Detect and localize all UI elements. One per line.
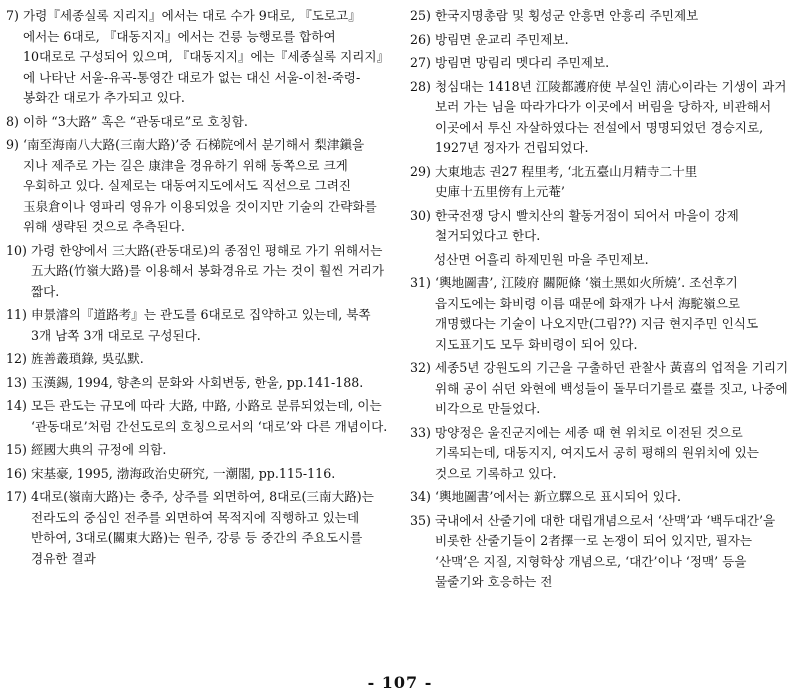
footnote-number: 15): [6, 442, 31, 457]
footnote-text: 玉漢錫, 1994, 향촌의 문화와 사회변동, 한울, pp.141-188.: [30, 374, 364, 390]
footnote-text: 가령『세종실록 지리지』에서는 대로 수가 9대로, 『도로고』에서는 6대로, 『대동지지』에서는 건릉 능행로를 합하여 10대로로 구성되어 있으며, 『대동지지』에는『세종실록 지리지』에 나타난 서울-유곡-통영간 대로가 없는 대신 서울-이천-죽령-봉화간 대로가 추가되고 있다.: [22, 8, 383, 105]
footnote-text: 방림면 운교리 주민제보.: [434, 31, 569, 47]
left-column: [6, 6, 388, 572]
footnote-number: 9): [6, 137, 23, 152]
footnote: [6, 349, 388, 370]
footnote-number: 32): [410, 360, 435, 375]
footnote: [6, 241, 388, 303]
footnote-text: 이하 “3大路” 혹은 “관동대로”로 호칭함.: [22, 113, 248, 129]
footnote-number: 17): [6, 489, 31, 504]
footnote: [6, 6, 388, 109]
footnote-text: 방림면 망림리 멧다리 주민제보.: [434, 55, 610, 70]
footnote-number: 8): [6, 113, 23, 129]
footnote-number: 10): [6, 242, 31, 258]
footnote-text: 가령 한양에서 三大路(관동대로)의 종점인 평해로 가기 위해서는 五大路(竹嶺大路)를 이용해서 봉화경유로 가는 것이 훨씬 거리가 짧다.: [30, 242, 385, 299]
footnote: [6, 305, 388, 346]
footnote-number: 30): [410, 207, 435, 223]
footnote-text: 한국전쟁 당시 빨치산의 활동거점이 되어서 마을이 강제 철거되었다고 한다.: [434, 207, 739, 243]
footnote: [410, 30, 794, 51]
footnote-text: 세종5년 강원도의 기근을 구출하던 관찰사 黃喜의 업적을 기리기 위해 공이 쉬던 와현에 백성들이 돌무더기를로 臺를 짓고, 나중에 비각으로 만들었다.: [434, 360, 789, 416]
footnote-number: 7): [6, 8, 23, 23]
footnote: [410, 358, 794, 420]
footnote: [6, 396, 388, 437]
footnote-number: 11): [6, 307, 31, 322]
footnote-text: ‘南至海南八大路(三南大路)’중 石梯院에서 분기해서 梨津鎭을 지나 제주로 가는 길은 康津을 경유하기 위해 동쪽으로 크게 우회하고 있다. 실제로는 대동여지도에서도 직선으로 그려진 玉泉倉이나 영파리 영유가 이용되었을 것이지만 기술의 간략화를 위해 생략된 것으로 추측된다.: [22, 137, 377, 234]
footnote: [410, 53, 794, 74]
footnote-text: 한국지명총람 및 횡성군 안흥면 안흥리 주민제보: [434, 8, 699, 23]
footnote: [410, 511, 794, 593]
footnote-text: 모든 관도는 규모에 따라 大路, 中路, 小路로 분류되었는데, 이는 ‘관동대로’처럼 간선도로의 호칭으로서의 ‘대로’와 다른 개념이다.: [30, 398, 388, 434]
footnote: [410, 423, 794, 485]
footnote-text: 旌善叢瑣錄, 吳弘默.: [30, 351, 144, 366]
footnote-number: 12): [6, 351, 31, 366]
footnote-text: 청심대는 1418년 江陵都護府使 부실인 淸心이라는 기생이 과거 보러 가는 님을 따라가다가 이곳에서 버림을 당하자, 비관해서 이곳에서 투신 자살하였다는 전설에서 명명되었던 경승지로, 1927년 정자가 건립되었다.: [434, 78, 787, 155]
footnote-continuation: 성산면 어흘리 하제민원 마을 주민제보.: [434, 251, 649, 267]
footnote-number: 35): [410, 512, 435, 528]
footnote: [410, 6, 794, 27]
footnote: [410, 487, 794, 508]
footnote: [6, 135, 388, 238]
footnote-number: 25): [410, 8, 435, 23]
footnote: [6, 487, 388, 569]
footnote-number: 33): [410, 424, 435, 440]
footnote-text: ‘輿地圖書’에서는 新立驛으로 표시되어 있다.: [434, 489, 681, 504]
footnote-text: ‘輿地圖書’, 江陵府 關阨條 ‘嶺土黑如火所燒’. 조선후기 읍지도에는 화비령 이름 때문에 화재가 나서 海駝嶺으로 개명했다는 기술이 나오지만(그림??) 지금 현지주민 인식도 지도표기도 모두 화비령이 되어 있다.: [434, 275, 759, 352]
footnote-number: 34): [410, 489, 435, 504]
footnote-number: 26): [410, 31, 435, 47]
footnote-text: 申景濬의『道路考』는 관도를 6대로로 집약하고 있는데, 북쪽 3개 남쪽 3개 대로로 구성된다.: [30, 307, 371, 343]
footnote-number: 14): [6, 398, 31, 413]
footnote-number: 29): [410, 163, 435, 179]
footnote-text: 宋基豪, 1995, 渤海政治史硏究, 一潮閣, pp.115-116.: [30, 465, 336, 481]
footnote-text: 經國大典의 규정에 의함.: [30, 442, 167, 457]
footnote-text: 4대로(嶺南大路)는 충주, 상주를 외면하여, 8대로(三南大路)는 전라도의 중심인 전주를 외면하여 목적지에 직행하고 있는데 반하여, 3대로(關東大路)는 원주, 강릉 등 중간의 주요도시를 경유한 결과: [30, 489, 374, 566]
footnote: [410, 77, 794, 159]
footnote-number: 13): [6, 374, 31, 390]
footnote-number: 16): [6, 465, 31, 481]
footnote-number: 27): [410, 55, 435, 70]
footnote-text: 망양정은 울진군지에는 세종 때 현 위치로 이전된 것으로 기록되는데, 대동지지, 여지도서 공히 평해의 원위치에 있는 것으로 기록하고 있다.: [434, 424, 759, 481]
footnote-text: 국내에서 산줄기에 대한 대립개념으로서 ‘산맥’과 ‘백두대간’을 비롯한 산줄기들이 2者擇一로 논쟁이 되어 있지만, 필자는 ‘산맥’은 지질, 지형학상 개념으로, ‘대간’이나 ‘정맥’ 등을 물줄기와 호응하는 전: [434, 512, 776, 589]
footnote-text: 大東地志 권27 程里考, ‘北五臺山月精寺二十里 史庫十五里傍有上元菴’: [434, 163, 698, 199]
footnote: [6, 464, 388, 485]
footnote-number: 31): [410, 275, 435, 290]
footnote: [410, 273, 794, 355]
footnote: [6, 112, 388, 133]
footnote: [6, 373, 388, 394]
footnote-number: 28): [410, 78, 435, 94]
footnote: [6, 440, 388, 461]
page-number: - 107 -: [367, 673, 433, 692]
footnote: [410, 206, 794, 247]
right-column: [410, 6, 794, 596]
footnote: [410, 162, 794, 203]
